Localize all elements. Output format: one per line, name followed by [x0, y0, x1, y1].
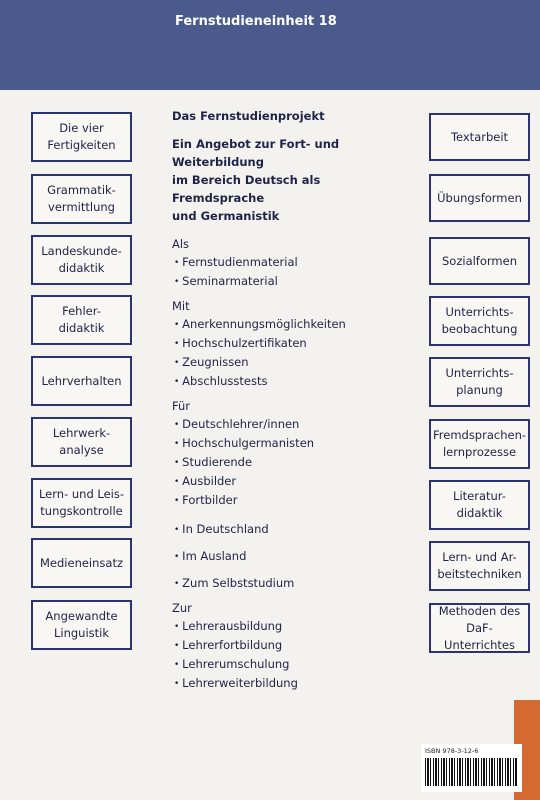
group-label: Zur [172, 601, 192, 615]
group-zur [172, 599, 402, 693]
list-item: • Hochschulgermanisten [172, 434, 402, 453]
topic-box-left-3: Landeskunde- didaktik [31, 235, 132, 285]
group-selbststudium [172, 574, 402, 593]
list-item: • Studierende [172, 453, 402, 472]
topic-box-left-2: Grammatik- vermittlung [31, 174, 132, 224]
group-label: Als [172, 237, 190, 251]
group-deutschland [172, 520, 402, 539]
group-ausland [172, 547, 402, 566]
topic-box-right-3: Sozialformen [429, 237, 530, 285]
group-fuer [172, 397, 402, 510]
isbn-text: ISBN 978-3-12-6 [425, 747, 479, 755]
topic-box-right-9: Methoden des DaF-Unterrichtes [429, 603, 530, 653]
project-title: Das Fernstudienprojekt [172, 109, 325, 123]
barcode-icon [425, 758, 517, 786]
list-item: • Lehrerumschulung [172, 655, 402, 674]
list-item: • Lehrerfortbildung [172, 636, 402, 655]
topic-box-left-4: Fehler- didaktik [31, 295, 132, 345]
list-item: • Anerkennungsmöglichkeiten [172, 315, 402, 334]
list-item: • Abschlusstests [172, 372, 402, 391]
group-mit [172, 297, 402, 391]
topic-box-right-8: Lern- und Ar- beitstechniken [429, 541, 530, 591]
list-item: • Zum Selbststudium [172, 574, 402, 593]
list-item: • Seminarmaterial [172, 272, 402, 291]
topic-box-left-1: Die vier Fertigkeiten [31, 112, 132, 162]
list-item: • Lehrerausbildung [172, 617, 402, 636]
group-label: Mit [172, 299, 190, 313]
offer-headline: Ein Angebot zur Fort- und Weiterbildung im Bereich Deutsch als Fremdsprache und Germanistik [172, 137, 340, 223]
topic-box-left-8: Medieneinsatz [31, 538, 132, 588]
topic-box-right-5: Unterrichts- planung [429, 357, 530, 407]
topic-box-right-4: Unterrichts- beobachtung [429, 296, 530, 346]
series-title: Fernstudieneinheit 18 [175, 14, 337, 29]
header-bar [0, 0, 540, 90]
topic-box-right-6: Fremdsprachen- lernprozesse [429, 419, 530, 469]
list-item: • Lehrerweiterbildung [172, 674, 402, 693]
topic-box-left-7: Lern- und Leis- tungskontrolle [31, 478, 132, 528]
topic-box-left-6: Lehrwerk- analyse [31, 417, 132, 467]
topic-box-left-9: Angewandte Linguistik [31, 600, 132, 650]
list-item: • Im Ausland [172, 547, 402, 566]
topic-box-right-2: Übungsformen [429, 174, 530, 222]
topic-box-left-5: Lehrverhalten [31, 356, 132, 406]
list-item: • Hochschulzertifikaten [172, 334, 402, 353]
list-item: • Deutschlehrer/innen [172, 415, 402, 434]
group-label: Für [172, 399, 191, 413]
list-item: • Fernstudienmaterial [172, 253, 402, 272]
topic-box-right-1: Textarbeit [429, 113, 530, 161]
group-als [172, 235, 402, 291]
list-item: • In Deutschland [172, 520, 402, 539]
list-item: • Zeugnissen [172, 353, 402, 372]
center-text [172, 107, 402, 699]
list-item: • Fortbilder [172, 491, 402, 510]
list-item: • Ausbilder [172, 472, 402, 491]
topic-box-right-7: Literatur- didaktik [429, 480, 530, 530]
